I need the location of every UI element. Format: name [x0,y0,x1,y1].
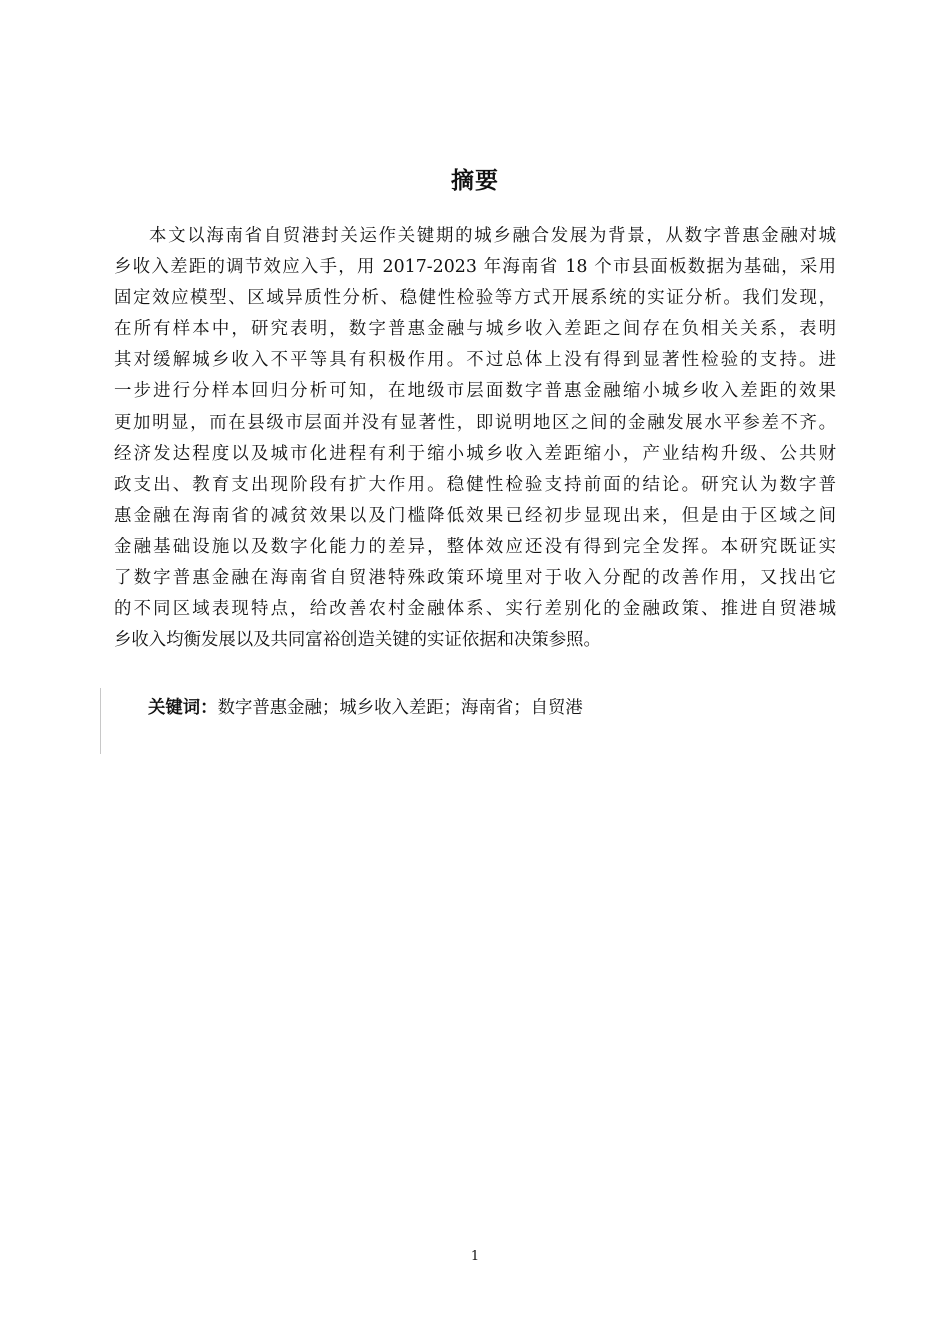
keywords-margin-bar [100,688,101,754]
abstract-line: 金融基础设施以及数字化能力的差异，整体效应还没有得到完全发挥。本研究既证实 [114,536,836,557]
abstract-line: 惠金融在海南省的减贫效果以及门槛降低效果已经初步显现出来，但是由于区域之间 [114,505,836,526]
abstract-line: 固定效应模型、区域异质性分析、稳健性检验等方式开展系统的实证分析。我们发现， [114,288,836,309]
abstract-paragraph [114,221,836,656]
abstract-title: 摘要 [451,168,499,194]
abstract-line: 一步进行分样本回归分析可知，在地级市层面数字普惠金融缩小城乡收入差距的效果 [114,381,836,402]
abstract-line: 其对缓解城乡收入不平等具有积极作用。不过总体上没有得到显著性检验的支持。进 [114,350,836,371]
abstract-line: 本文以海南省自贸港封关运作关键期的城乡融合发展为背景，从数字普惠金融对城 [149,226,836,246]
abstract-line: 更加明显，而在县级市层面并没有显著性，即说明地区之间的金融发展水平参差不齐。 [114,412,836,433]
abstract-line: 在所有样本中，研究表明，数字普惠金融与城乡收入差距之间存在负相关关系，表明 [114,319,836,340]
abstract-line: 了数字普惠金融在海南省自贸港特殊政策环境里对于收入分配的改善作用，又找出它 [114,568,836,589]
abstract-line: 乡收入均衡发展以及共同富裕创造关键的实证依据和决策参照。 [114,630,601,651]
abstract-line: 乡收入差距的调节效应入手，用 2017-2023 年海南省 18 个市县面板数据为基础，采用 [114,257,836,278]
keywords-line [148,693,583,724]
page-number: 1 [470,1249,480,1264]
keywords-text: 数字普惠金融；城乡收入差距；海南省；自贸港 [217,698,583,718]
keywords-label: 关键词： [148,698,218,718]
abstract-line: 经济发达程度以及城市化进程有利于缩小城乡收入差距缩小，产业结构升级、公共财 [114,443,836,464]
abstract-line: 的不同区域表现特点，给改善农村金融体系、实行差别化的金融政策、推进自贸港城 [114,599,836,620]
abstract-line: 政支出、教育支出现阶段有扩大作用。稳健性检验支持前面的结论。研究认为数字普 [114,474,836,495]
